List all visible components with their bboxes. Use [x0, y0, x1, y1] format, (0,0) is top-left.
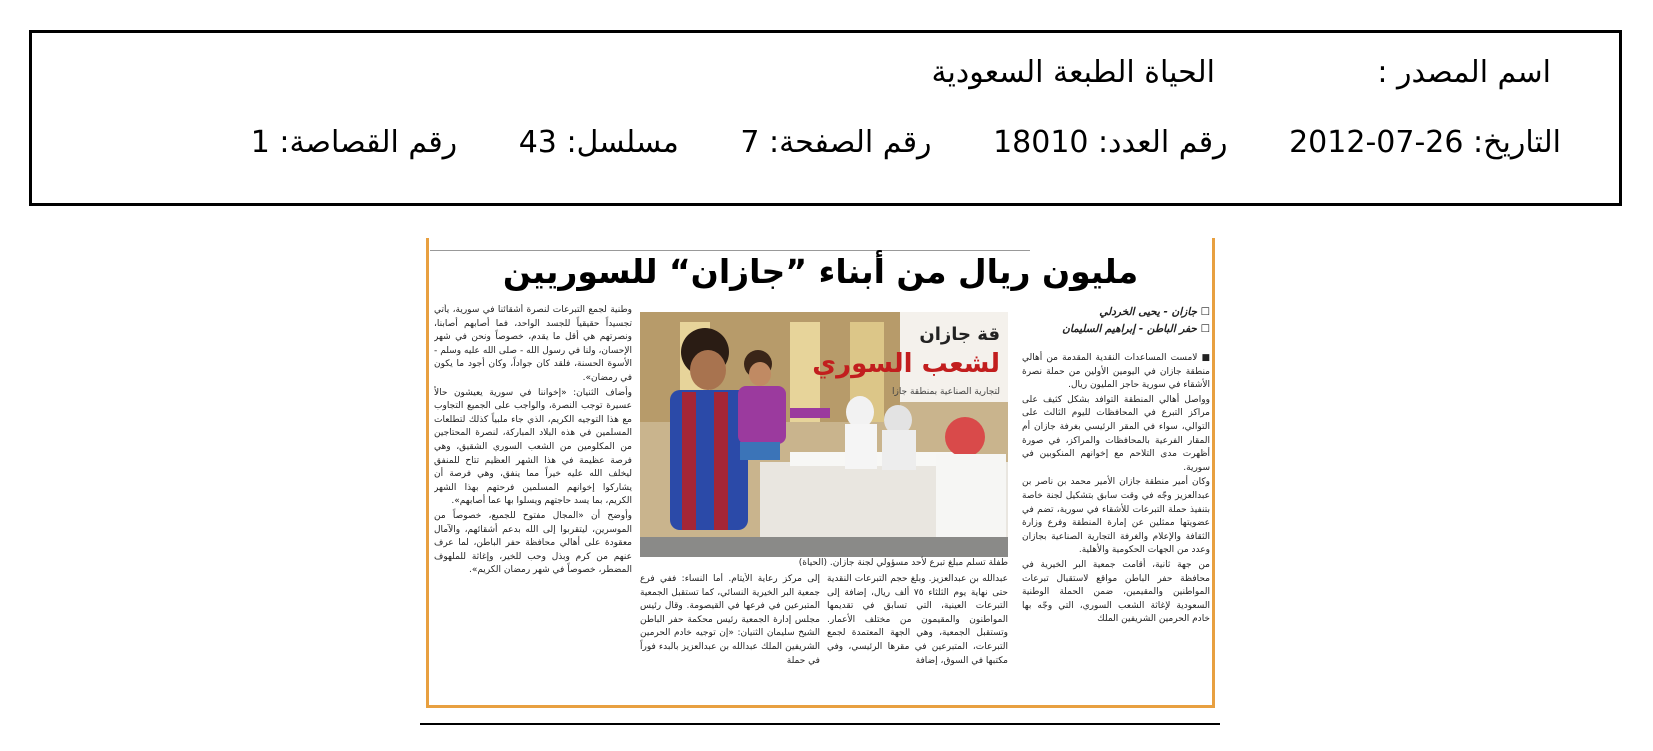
- paragraph: وطنية لجمع التبرعات لنصرة أشقائنا في سورية، يأتي تجسيداً حقيقياً للجسد الواحد، فما أصابهم أصابنا، ونصرتهم هي أقل ما يقدم، خصوصاً ونحن في شهر الإحسان، ولنا في رسول الله - صلى الله عليه وسلم - الأسوة الحسنة، فلقد كان جواداً، وكان أجود ما يكون في رمضان».: [434, 305, 632, 383]
- article-headline: مليون ريال من أبناء ”جازان“ للسوريين: [502, 252, 1139, 291]
- banner-line-1: قة جازان: [919, 324, 1000, 345]
- byline-jazan: ☐ جازان - يحيى الخردلي: [1099, 306, 1210, 318]
- clipping-header: [29, 30, 1622, 206]
- paragraph: إلى مركز رعاية الأيتام. أما النساء: ففي فرع جمعية البر الخيرية النسائي، كما تستقبل الجمعية المتبرعين في فرعها في القيصومة. وقال رئيس مجلس إدارة الجمعية رئيس محكمة حفر الباطن الشيخ سليمان الثنيان: «إن توجيه خادم الحرمين الشريفين الملك عبدالله بن عبدالعزيز بالبدء فوراً في حملة: [640, 574, 820, 666]
- bottom-divider: [420, 723, 1220, 725]
- byline: [1022, 304, 1210, 338]
- date-field: التاريخ: 26-07-2012: [1289, 125, 1561, 160]
- paragraph: وأوضح أن «المجال مفتوح للجميع، خصوصاً من الموسرين، ليتقربوا إلى الله بدعم أشقائهم، والآمال معقودة على أهالي محافظة حفر الباطن، لما عرف عنهم من كرم وبذل وحب للخير، وإغاثة للملهوف المضطر، خصوصاً في شهر رمضان الكريم».: [434, 510, 632, 576]
- column-mid-right: [827, 573, 1008, 703]
- source-label: اسم المصدر :: [1377, 55, 1551, 90]
- photo-caption: طفلة تسلم مبلغ تبرع لأحد مسؤولي لجنة جازان. (الحياة): [798, 558, 1008, 568]
- paragraph: وواصل أهالي المنطقة التوافد بشكل كثيف على مراكز التبرع في المحافظات لليوم الثالث على التوالي، سواء في المقر الرئيسي بغرفة جازان أم المقار الفرعية بالمحافظات والمراكز، في صورة أظهرت مدى التلاحم مع إخوانهم المنكوبين في سورية.: [1022, 394, 1210, 473]
- donation-photo-illustration: [640, 312, 1008, 557]
- issue-field: رقم العدد: 18010: [993, 125, 1228, 160]
- paragraph: ■ لامست المساعدات النقدية المقدمة من أهالي منطقة جازان في اليومين الأولين من حملة نصرة الأشقاء في سورية حاجز المليون ريال.: [1022, 353, 1210, 391]
- clip-number-field: رقم القصاصة: 1: [250, 125, 458, 160]
- column-right: [1022, 304, 1210, 704]
- paragraph: وأضاف الثنيان: «إخواننا في سورية يعيشون حالاً عسيرة توجب النصرة، والواجب على الجميع التجاوب مع هذا التوجيه الكريم، الذي جاء ملبياً كذلك لتطلعات المسلمين في هذه البلاد المباركة، لنصرة المحتاجين من المكلومين من الشعب السوري الشقيق، وهي فرصة عظيمة في هذا الشهر العظيم تتاح للمنفق ليخلف الله عليه خيراً مما ينفق، وهي فرصة أن يشاركوا إخوانهم المسلمين فرحتهم بهذا الشهر الكريم، بما يسد حاجتهم ويسلوا بها عما أصابهم».: [434, 387, 632, 507]
- banner-line-3: لتجارية الصناعية بمنطقة جازا: [891, 387, 1000, 397]
- banner-line-2: لشعب السوري: [812, 349, 1000, 379]
- meta-row: [251, 125, 1561, 160]
- article-photo: [640, 312, 1008, 557]
- top-divider: [430, 250, 1030, 251]
- newspaper-clipping: [426, 238, 1219, 713]
- column-mid-left: [640, 573, 820, 703]
- serial-field: مسلسل: 43: [518, 125, 679, 160]
- column-left: [434, 304, 632, 704]
- byline-hafr: ☐ حفر الباطن - إبراهيم السليمان: [1062, 323, 1210, 335]
- paragraph: وكان أمير منطقة جازان الأمير محمد بن ناصر بن عبدالعزيز وجّه في وقت سابق بتشكيل لجنة خاصة بتنفيذ حملة التبرعات للأشقاء في سورية، تضم في عضويتها ممثلين عن إمارة المنطقة وفرع وزارة الثقافة والإعلام والغرفة التجارية الصناعية بجازان وعدد من الجهات الحكومية والأهلية.: [1022, 477, 1210, 556]
- source-value: الحياة الطبعة السعودية: [931, 55, 1215, 90]
- paragraph: من جهة ثانية، أقامت جمعية البر الخيرية في محافظة حفر الباطن مواقع لاستقبال تبرعات المواطنين والمقيمين، ضمن الحملة الوطنية السعودية لإغاثة الشعب السوري، التي وجّه بها خادم الحرمين الشريفين الملك: [1022, 559, 1210, 625]
- paragraph: عبدالله بن عبدالعزيز. وبلغ حجم التبرعات النقدية حتى نهاية يوم الثلثاء ٧٥ ألف ريال، إضافة إلى التبرعات العينية، التي تسابق في تقديمها المواطنون والمقيمون من مختلف الأعمار. وتستقبل الجمعية، وهي الجهة المعتمدة لجمع التبرعات، المتبرعين في مقرها الرئيسي، وفي مكتبها في السوق، إضافة: [827, 574, 1008, 666]
- page-field: رقم الصفحة: 7: [740, 125, 932, 160]
